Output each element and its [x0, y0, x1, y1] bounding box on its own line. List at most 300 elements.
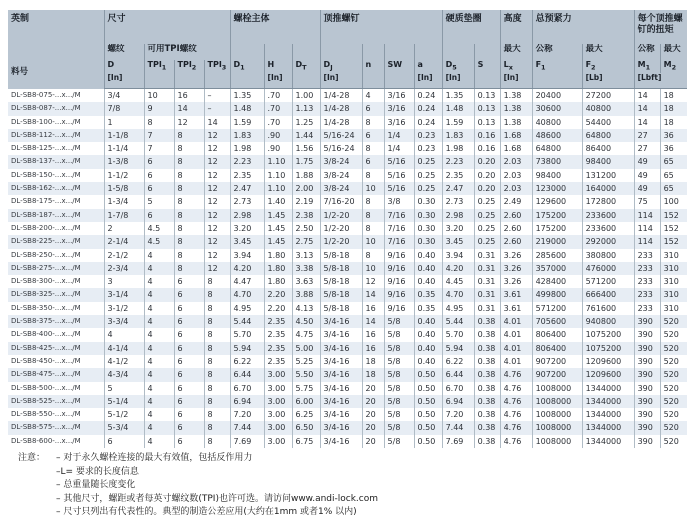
cell-TPI2: 6	[174, 355, 204, 368]
cell-D: 1	[104, 116, 144, 129]
cell-part: DL-SB8-425-...x.../M	[8, 342, 104, 355]
cell-TPI1: 6	[144, 155, 174, 168]
cell-a: 0.24	[414, 89, 442, 103]
cell-D5: 7.20	[442, 408, 474, 421]
cell-n: 8	[362, 222, 384, 235]
cell-H: 1.80	[264, 262, 292, 275]
cell-a: 0.24	[414, 116, 442, 129]
cell-TPI2: 8	[174, 142, 204, 155]
cell-DT: 1.13	[292, 102, 320, 115]
cell-D1: 5.44	[230, 315, 264, 328]
cell-SW: 5/16	[384, 182, 414, 195]
cell-part: DL-SB8-087-...x.../M	[8, 102, 104, 115]
cell-M1: 390	[634, 328, 660, 341]
cell-n: 8	[362, 142, 384, 155]
cell-DT: 6.50	[292, 421, 320, 434]
cell-D5: 6.70	[442, 382, 474, 395]
note-item: – 尺寸只列出有代表性的。典型的制造公差应用(大约在1mm 或者1% 以内)	[56, 507, 357, 517]
cell-a: 0.40	[414, 355, 442, 368]
cell-TPI1: 10	[144, 89, 174, 103]
cell-D1: 7.20	[230, 408, 264, 421]
cell-a: 0.50	[414, 421, 442, 434]
col-header-TPI3: $TPI_3$	[204, 60, 230, 73]
cell-M1: 114	[634, 222, 660, 235]
cell-SW: 3/16	[384, 102, 414, 115]
cell-F2: 1344000	[582, 421, 634, 434]
cell-TPI1: 4	[144, 249, 174, 262]
cell-TPI1: 7	[144, 142, 174, 155]
cell-DJ: 1/4-28	[320, 116, 362, 129]
cell-n: 10	[362, 235, 384, 248]
table-row	[8, 89, 687, 103]
cell-DT: 6.00	[292, 395, 320, 408]
cell-TPI1: 6	[144, 169, 174, 182]
cell-S: 0.13	[474, 116, 500, 129]
group-jackscrew: 顶推螺钉	[320, 10, 442, 44]
cell-F2: 54400	[582, 116, 634, 129]
cell-TPI3: 8	[204, 288, 230, 301]
cell-TPI1: 4	[144, 275, 174, 288]
cell-n: 16	[362, 328, 384, 341]
cell-DT: 3.13	[292, 249, 320, 262]
cell-M2: 310	[660, 288, 687, 301]
cell-H: 2.35	[264, 315, 292, 328]
cell-a: 0.25	[414, 182, 442, 195]
cell-TPI2: 12	[174, 116, 204, 129]
cell-a: 0.40	[414, 342, 442, 355]
note-item: –L= 要求的长度信息	[56, 466, 139, 477]
cell-a: 0.23	[414, 142, 442, 155]
cell-a: 0.50	[414, 395, 442, 408]
cell-n: 8	[362, 195, 384, 208]
cell-S: 0.31	[474, 302, 500, 315]
cell-M1: 114	[634, 209, 660, 222]
cell-D: 4-1/2	[104, 355, 144, 368]
cell-D: 2-3/4	[104, 262, 144, 275]
cell-D1: 2.47	[230, 182, 264, 195]
cell-Lx: 3.61	[500, 302, 532, 315]
cell-M2: 152	[660, 209, 687, 222]
table-row	[8, 209, 687, 222]
col-header-TPI2: $TPI_2$	[174, 60, 204, 73]
cell-TPI1: 4	[144, 368, 174, 381]
note-item: – 其他尺寸，螺距或者每英寸螺纹数(TPI)也许可选。请访问www.andi-lock.com	[56, 493, 379, 504]
cell-D5: 6.22	[442, 355, 474, 368]
cell-DT: 2.50	[292, 222, 320, 235]
col-header-F2: $F_2$	[582, 60, 634, 73]
cell-F1: 1008000	[532, 395, 582, 408]
cell-DJ: 3/4-16	[320, 382, 362, 395]
cell-H: 1.80	[264, 275, 292, 288]
cell-DT: 1.88	[292, 169, 320, 182]
cell-SW: 5/8	[384, 395, 414, 408]
table-row	[8, 368, 687, 381]
cell-S: 0.13	[474, 89, 500, 103]
table-row	[8, 222, 687, 235]
cell-F1: 123000	[532, 182, 582, 195]
cell-Lx: 2.03	[500, 182, 532, 195]
cell-F1: 48600	[532, 129, 582, 142]
cell-M1: 233	[634, 249, 660, 262]
cell-DJ: 3/4-16	[320, 408, 362, 421]
cell-TPI3: 12	[204, 249, 230, 262]
cell-F2: 1344000	[582, 435, 634, 448]
cell-n: 14	[362, 315, 384, 328]
cell-part: DL-SB8-187-...x.../M	[8, 209, 104, 222]
unit-preload-lb: [Lb]	[582, 73, 634, 89]
cell-SW: 9/16	[384, 288, 414, 301]
cell-a: 0.40	[414, 249, 442, 262]
cell-n: 18	[362, 355, 384, 368]
cell-D1: 7.44	[230, 421, 264, 434]
cell-TPI2: 8	[174, 195, 204, 208]
cell-H: 1.10	[264, 169, 292, 182]
cell-SW: 5/8	[384, 421, 414, 434]
cell-D1: 2.23	[230, 155, 264, 168]
cell-n: 10	[362, 262, 384, 275]
cell-D: 1-1/4	[104, 142, 144, 155]
cell-M2: 520	[660, 435, 687, 448]
cell-SW: 5/8	[384, 342, 414, 355]
cell-TPI1: 4	[144, 288, 174, 301]
cell-TPI3: 12	[204, 182, 230, 195]
col-header-TPI1: $TPI_1$	[144, 60, 174, 73]
cell-TPI3: 8	[204, 302, 230, 315]
col-header-D5: $D_5$	[442, 60, 474, 73]
cell-part: DL-SB8-500-...x.../M	[8, 382, 104, 395]
cell-F1: 1008000	[532, 435, 582, 448]
cell-F1: 357000	[532, 262, 582, 275]
cell-DJ: 5/8-18	[320, 262, 362, 275]
cell-TPI3: 8	[204, 395, 230, 408]
cell-F2: 233600	[582, 209, 634, 222]
cell-M1: 390	[634, 382, 660, 395]
cell-part: DL-SB8-137-...x.../M	[8, 155, 104, 168]
cell-SW: 5/8	[384, 328, 414, 341]
cell-F2: 1344000	[582, 395, 634, 408]
cell-F1: 73800	[532, 155, 582, 168]
cell-TPI1: 4	[144, 262, 174, 275]
col-header-M2: $M_2$	[660, 60, 687, 73]
cell-SW: 1/4	[384, 129, 414, 142]
cell-n: 4	[362, 89, 384, 103]
cell-part: DL-SB8-300-...x.../M	[8, 275, 104, 288]
cell-D1: 7.69	[230, 435, 264, 448]
table-row	[8, 102, 687, 115]
table-body	[8, 89, 687, 449]
cell-a: 0.40	[414, 275, 442, 288]
cell-D5: 6.44	[442, 368, 474, 381]
cell-F1: 40800	[532, 116, 582, 129]
table-row	[8, 182, 687, 195]
cell-TPI2: 8	[174, 262, 204, 275]
cell-part: DL-SB8-125-...x.../M	[8, 142, 104, 155]
cell-M1: 233	[634, 288, 660, 301]
cell-S: 0.38	[474, 368, 500, 381]
cell-part: DL-SB8-250-...x.../M	[8, 249, 104, 262]
cell-D5: 5.94	[442, 342, 474, 355]
cell-D1: 1.83	[230, 129, 264, 142]
cell-S: 0.25	[474, 235, 500, 248]
cell-TPI3: 12	[204, 262, 230, 275]
cell-S: 0.20	[474, 155, 500, 168]
cell-TPI2: 6	[174, 275, 204, 288]
cell-S: 0.13	[474, 102, 500, 115]
cell-TPI1: 4	[144, 395, 174, 408]
cell-D5: 4.45	[442, 275, 474, 288]
note-item: – 对于永久螺栓连接的最大有效值，包括反作用力	[56, 453, 253, 463]
cell-M2: 520	[660, 355, 687, 368]
cell-TPI2: 6	[174, 408, 204, 421]
cell-part: DL-SB8-200-...x.../M	[8, 222, 104, 235]
cell-DT: 2.75	[292, 235, 320, 248]
cell-TPI2: 6	[174, 302, 204, 315]
cell-Lx: 1.68	[500, 129, 532, 142]
cell-H: 2.35	[264, 328, 292, 341]
cell-part: DL-SB8-475-...x.../M	[8, 368, 104, 381]
table-row	[8, 342, 687, 355]
cell-TPI3: 8	[204, 421, 230, 434]
cell-TPI2: 6	[174, 435, 204, 448]
cell-H: 1.45	[264, 222, 292, 235]
cell-a: 0.50	[414, 368, 442, 381]
cell-H: 3.00	[264, 382, 292, 395]
cell-H: 1.80	[264, 249, 292, 262]
unit-washer-in: [In]	[442, 73, 474, 89]
cell-M2: 18	[660, 116, 687, 129]
cell-D1: 4.95	[230, 302, 264, 315]
cell-DT: 3.88	[292, 288, 320, 301]
cell-F2: 1344000	[582, 408, 634, 421]
cell-D: 1-1/8	[104, 129, 144, 142]
cell-H: .70	[264, 116, 292, 129]
table-row	[8, 129, 687, 142]
cell-Lx: 3.61	[500, 288, 532, 301]
cell-M1: 390	[634, 315, 660, 328]
cell-Lx: 2.60	[500, 235, 532, 248]
cell-TPI1: 5	[144, 195, 174, 208]
cell-SW: 5/8	[384, 382, 414, 395]
cell-DT: 5.00	[292, 342, 320, 355]
col-header-M1: $M_1$	[634, 60, 660, 73]
cell-D5: 6.94	[442, 395, 474, 408]
cell-M1: 390	[634, 421, 660, 434]
cell-TPI2: 6	[174, 315, 204, 328]
cell-M2: 520	[660, 421, 687, 434]
cell-n: 6	[362, 129, 384, 142]
cell-D: 2-1/2	[104, 249, 144, 262]
cell-D1: 5.94	[230, 342, 264, 355]
group-torque: 每个顶推螺钉的扭矩	[634, 10, 687, 44]
cell-DJ: 1/4-28	[320, 102, 362, 115]
cell-a: 0.40	[414, 328, 442, 341]
cell-H: 1.45	[264, 209, 292, 222]
cell-D1: 2.35	[230, 169, 264, 182]
cell-TPI2: 8	[174, 235, 204, 248]
cell-a: 0.40	[414, 315, 442, 328]
cell-D: 4-1/4	[104, 342, 144, 355]
cell-part: DL-SB8-175-...x.../M	[8, 195, 104, 208]
cell-M1: 390	[634, 435, 660, 448]
cell-M2: 520	[660, 368, 687, 381]
cell-DT: 6.25	[292, 408, 320, 421]
col-header-a: a	[414, 60, 442, 73]
cell-DT: 4.50	[292, 315, 320, 328]
cell-D5: 4.20	[442, 262, 474, 275]
cell-H: 3.00	[264, 408, 292, 421]
cell-F1: 571200	[532, 302, 582, 315]
cell-TPI1: 4	[144, 342, 174, 355]
cell-H: 2.35	[264, 342, 292, 355]
table-row	[8, 382, 687, 395]
cell-a: 0.35	[414, 302, 442, 315]
cell-DJ: 3/8-24	[320, 169, 362, 182]
cell-DJ: 1/4-28	[320, 89, 362, 103]
cell-M1: 49	[634, 155, 660, 168]
cell-M1: 390	[634, 355, 660, 368]
cell-TPI2: 14	[174, 102, 204, 115]
cell-S: 0.31	[474, 249, 500, 262]
cell-DT: 2.00	[292, 182, 320, 195]
cell-S: 0.38	[474, 342, 500, 355]
cell-D: 5-3/4	[104, 421, 144, 434]
cell-DJ: 3/4-16	[320, 315, 362, 328]
cell-n: 14	[362, 288, 384, 301]
cell-a: 0.30	[414, 222, 442, 235]
table-row	[8, 355, 687, 368]
table-row	[8, 408, 687, 421]
cell-DJ: 5/8-18	[320, 288, 362, 301]
cell-TPI3: 8	[204, 355, 230, 368]
cell-SW: 5/8	[384, 315, 414, 328]
cell-D: 3/4	[104, 89, 144, 103]
cell-M1: 14	[634, 102, 660, 115]
group-imperial: 英制	[8, 10, 104, 44]
cell-n: 12	[362, 275, 384, 288]
cell-DJ: 5/16-24	[320, 129, 362, 142]
cell-D1: 6.94	[230, 395, 264, 408]
cell-TPI3: 12	[204, 142, 230, 155]
col-header-H: H	[264, 60, 292, 73]
cell-TPI3: 8	[204, 315, 230, 328]
cell-S: 0.31	[474, 288, 500, 301]
cell-TPI1: 4	[144, 315, 174, 328]
cell-S: 0.20	[474, 169, 500, 182]
cell-DT: 4.13	[292, 302, 320, 315]
cell-TPI3: 8	[204, 382, 230, 395]
cell-F2: 86400	[582, 142, 634, 155]
col-header-D: D	[104, 60, 144, 73]
cell-D5: 3.94	[442, 249, 474, 262]
cell-part: DL-SB8-100-...x.../M	[8, 116, 104, 129]
label-thread: 螺纹	[104, 44, 144, 60]
cell-part: DL-SB8-600-...x.../M	[8, 435, 104, 448]
cell-n: 6	[362, 102, 384, 115]
cell-F2: 131200	[582, 169, 634, 182]
cell-M2: 310	[660, 262, 687, 275]
cell-DT: 1.25	[292, 116, 320, 129]
cell-H: .90	[264, 142, 292, 155]
cell-DJ: 3/4-16	[320, 395, 362, 408]
cell-part: DL-SB8-112-...x.../M	[8, 129, 104, 142]
cell-TPI3: 12	[204, 235, 230, 248]
cell-D5: 5.44	[442, 315, 474, 328]
table-row	[8, 155, 687, 168]
cell-H: 3.00	[264, 395, 292, 408]
cell-DJ: 3/4-16	[320, 355, 362, 368]
cell-F2: 1075200	[582, 342, 634, 355]
cell-DJ: 1/2-20	[320, 209, 362, 222]
cell-D5: 2.98	[442, 209, 474, 222]
cell-S: 0.38	[474, 435, 500, 448]
cell-S: 0.38	[474, 315, 500, 328]
cell-TPI1: 8	[144, 116, 174, 129]
cell-TPI2: 8	[174, 169, 204, 182]
cell-TPI3: 8	[204, 328, 230, 341]
cell-D: 1-7/8	[104, 209, 144, 222]
label-available-tpi: 可用TPI螺纹	[144, 44, 230, 60]
cell-DT: 6.75	[292, 435, 320, 448]
cell-SW: 9/16	[384, 302, 414, 315]
unit-thread-in: [In]	[104, 73, 144, 89]
cell-F1: 64800	[532, 142, 582, 155]
cell-n: 20	[362, 395, 384, 408]
table-row	[8, 142, 687, 155]
cell-H: 2.20	[264, 302, 292, 315]
cell-M2: 520	[660, 328, 687, 341]
cell-Lx: 3.26	[500, 262, 532, 275]
cell-D1: 2.73	[230, 195, 264, 208]
table-row	[8, 302, 687, 315]
cell-TPI2: 6	[174, 342, 204, 355]
cell-TPI1: 7	[144, 129, 174, 142]
cell-M2: 520	[660, 382, 687, 395]
cell-M1: 233	[634, 262, 660, 275]
cell-Lx: 4.76	[500, 408, 532, 421]
cell-TPI2: 16	[174, 89, 204, 103]
unit-a-in: [In]	[414, 73, 442, 89]
cell-n: 8	[362, 169, 384, 182]
cell-TPI2: 8	[174, 155, 204, 168]
cell-F2: 98400	[582, 155, 634, 168]
cell-M2: 65	[660, 155, 687, 168]
cell-D: 3-3/4	[104, 315, 144, 328]
cell-S: 0.25	[474, 209, 500, 222]
cell-DT: 5.50	[292, 368, 320, 381]
cell-M1: 233	[634, 275, 660, 288]
cell-Lx: 2.03	[500, 169, 532, 182]
cell-M2: 152	[660, 235, 687, 248]
unit-height-in: [In]	[500, 73, 532, 89]
col-header-F1: $F_1$	[532, 60, 582, 73]
cell-D5: 1.59	[442, 116, 474, 129]
cell-Lx: 4.01	[500, 328, 532, 341]
notes-list	[56, 452, 378, 520]
cell-D: 5-1/4	[104, 395, 144, 408]
cell-TPI2: 8	[174, 182, 204, 195]
cell-TPI3: 12	[204, 222, 230, 235]
cell-DT: 4.75	[292, 328, 320, 341]
col-header-SW: SW	[384, 60, 414, 73]
col-header-S: S	[474, 60, 500, 73]
cell-D1: 1.48	[230, 102, 264, 115]
cell-part: DL-SB8-075-...x.../M	[8, 89, 104, 103]
table-row	[8, 195, 687, 208]
cell-Lx: 3.26	[500, 249, 532, 262]
cell-H: 3.00	[264, 421, 292, 434]
cell-DJ: 7/16-20	[320, 195, 362, 208]
cell-F2: 1344000	[582, 382, 634, 395]
